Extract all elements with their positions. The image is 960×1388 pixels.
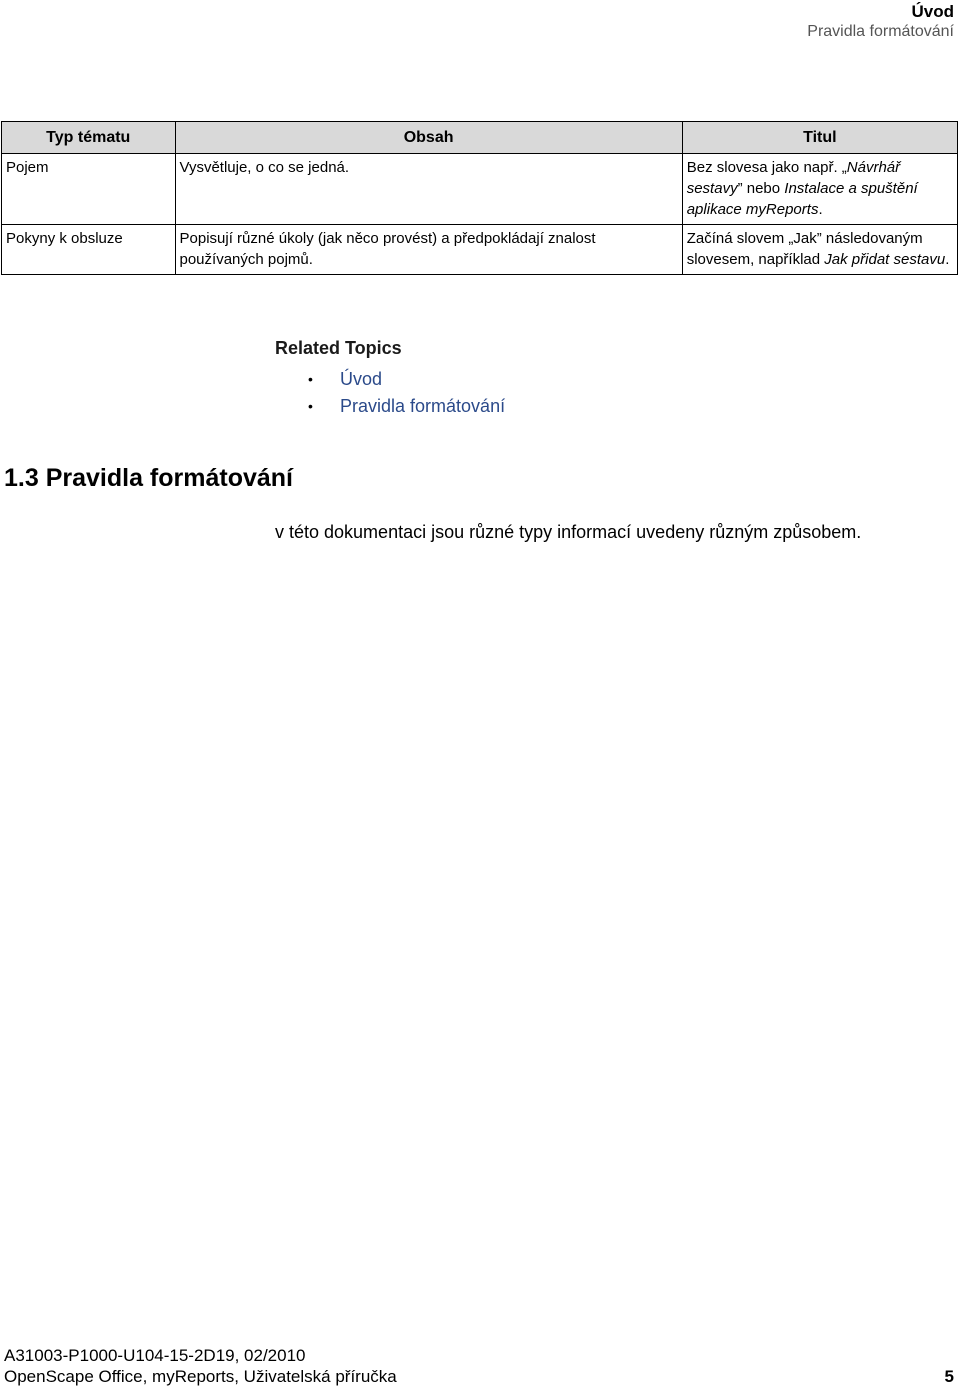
cell-title-italic: Návrhář sestavy [686,159,901,197]
topic-types-table [1,121,958,275]
cell-type: Pokyny k obsluze [2,225,176,275]
table-header-row [2,122,958,154]
column-header-content: Obsah [175,122,682,154]
cell-title-italic: Jak přidat sestavu [824,251,946,268]
cell-title-text: ” nebo [737,180,785,197]
column-header-type: Typ tématu [2,122,176,154]
column-header-title: Titul [682,122,957,154]
bullet-icon: • [308,371,313,387]
list-item [275,393,505,420]
cell-title-text: Bez slovesa jako např. „ [686,159,847,176]
cell-title-text: Začíná slovem „Jak” následovaným slovesem, například [686,230,923,268]
header-subtitle: Pravidla formátování [807,23,954,40]
related-topics-list [275,366,505,420]
section-body: v této dokumentaci jsou různé typy informací uvedeny různým způsobem. [275,522,862,542]
cell-title-text: . [945,251,950,268]
cell-content: Vysvětluje, o co se jedná. [175,154,682,225]
table-row [2,154,958,225]
cell-title-text: . [818,201,823,218]
cell-type: Pojem [2,154,176,225]
related-topics [275,336,505,420]
header-title: Úvod [911,2,954,21]
footer-product: OpenScape Office, myReports, Uživatelská příručka [4,1367,397,1386]
page-number: 5 [944,1367,954,1386]
related-topics-title: Related Topics [275,338,402,358]
related-link-pravidla[interactable]: Pravidla formátování [340,396,506,416]
cell-title [682,225,957,275]
section-heading: 1.3 Pravidla formátování [4,464,294,492]
cell-content: Popisují různé úkoly (jak něco provést) a předpokládají znalost používaných pojmů. [175,225,682,275]
list-item [275,366,505,393]
running-header [807,2,954,42]
table-row [2,225,958,275]
page-footer [4,1345,954,1387]
cell-title [682,154,957,225]
footer-doc-id: A31003-P1000-U104-15-2D19, 02/2010 [4,1346,306,1365]
bullet-icon: • [308,398,313,414]
related-link-uvod[interactable]: Úvod [340,369,383,389]
cell-title-italic: Instalace a spuštění aplikace myReports [686,180,918,218]
